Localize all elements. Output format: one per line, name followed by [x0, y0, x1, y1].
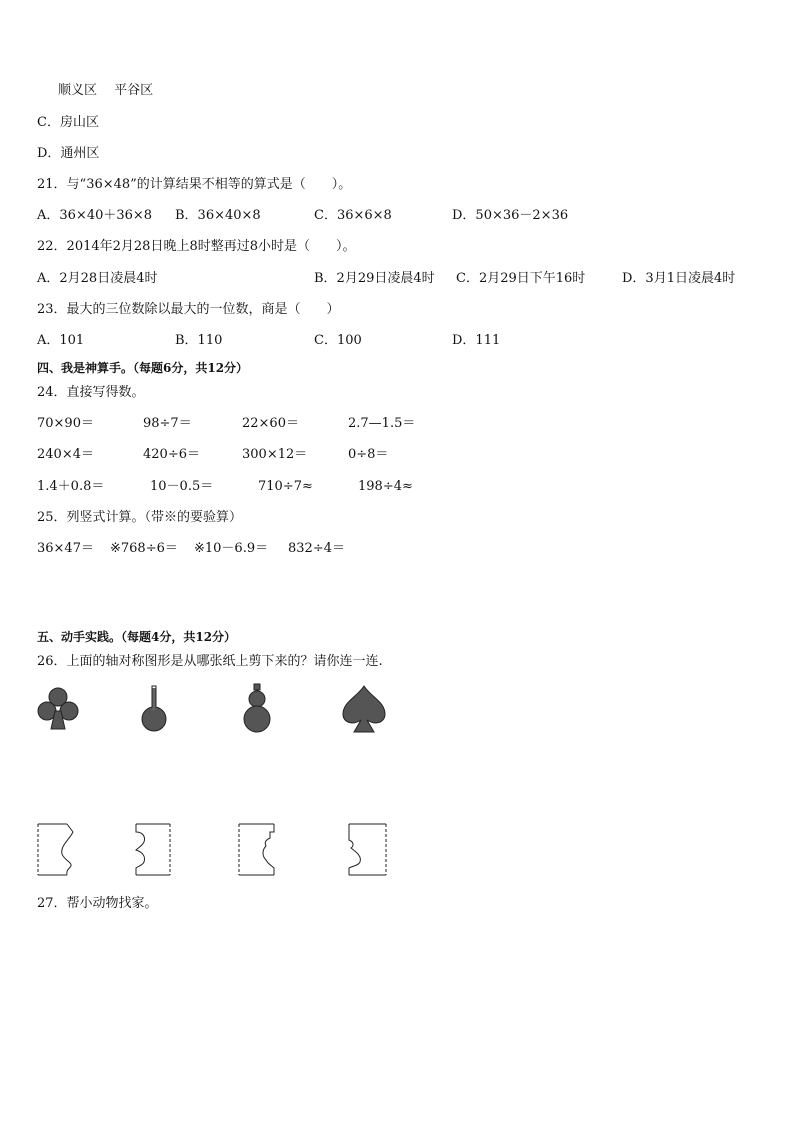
q24-cell: 98÷7＝ — [143, 416, 192, 431]
spade-icon — [340, 684, 388, 736]
club-icon — [35, 685, 81, 735]
q23-option-c: C．100 — [314, 333, 362, 348]
q24-cell: 420÷6＝ — [143, 447, 200, 462]
q24-cell: 2.7—1.5＝ — [348, 416, 416, 431]
q23-option-a: A．101 — [37, 333, 85, 348]
option-b-line: 顺义区 平谷区 — [58, 83, 154, 98]
section5-heading: 五、动手实践。（每题4分，共12分） — [37, 630, 237, 644]
q23-stem: 23．最大的三位数除以最大的一位数，商是（ ） — [37, 302, 340, 317]
q22-stem: 22．2014年2月28日晚上8时整再过8小时是（ ）。 — [37, 239, 356, 254]
q22-option-d: D．3月1日凌晨4时 — [622, 271, 736, 286]
gourd-icon — [240, 683, 274, 735]
q27-stem: 27．帮小动物找家。 — [37, 896, 158, 911]
option-d: D．通州区 — [37, 146, 100, 161]
q21-stem: 21．与“36×48”的计算结果不相等的算式是（ ）。 — [37, 177, 352, 192]
q22-option-b: B．2月29日凌晨4时 — [314, 271, 435, 286]
folded-paper-3 — [236, 822, 278, 878]
q26-stem: 26．上面的轴对称图形是从哪张纸上剪下来的？请你连一连. — [37, 654, 383, 669]
q24-cell: 300×12＝ — [242, 447, 308, 462]
q25-stem: 25．列竖式计算。（带※的要验算） — [37, 510, 243, 525]
q25-item: 832÷4＝ — [288, 541, 345, 556]
q21-option-a: A．36×40＋36×8 — [37, 208, 153, 223]
round-bottle-icon — [138, 685, 170, 735]
q25-item: ※768÷6＝ — [110, 541, 178, 556]
q24-cell: 70×90＝ — [37, 416, 94, 431]
q21-option-d: D．50×36－2×36 — [452, 208, 569, 223]
q22-option-a: A．2月28日凌晨4时 — [37, 271, 158, 286]
q24-stem: 24．直接写得数。 — [37, 385, 145, 400]
q24-cell: 22×60＝ — [242, 416, 299, 431]
q24-cell: 1.4＋0.8＝ — [37, 479, 105, 494]
q21-option-b: B．36×40×8 — [175, 208, 261, 223]
q23-option-b: B．110 — [175, 333, 223, 348]
q24-cell: 198÷4≈ — [358, 479, 413, 494]
q25-item: ※10－6.9＝ — [194, 541, 269, 556]
q24-cell: 240×4＝ — [37, 447, 94, 462]
q24-cell: 710÷7≈ — [258, 479, 313, 494]
folded-paper-4 — [344, 822, 390, 878]
folded-paper-1 — [35, 822, 77, 878]
q23-option-d: D．111 — [452, 333, 501, 348]
option-c: C．房山区 — [37, 115, 99, 130]
q24-cell: 10－0.5＝ — [150, 479, 214, 494]
q22-option-c: C．2月29日下午16时 — [456, 271, 586, 286]
q25-item: 36×47＝ — [37, 541, 94, 556]
q21-option-c: C．36×6×8 — [314, 208, 392, 223]
q24-cell: 0÷8＝ — [348, 447, 389, 462]
folded-paper-2 — [132, 822, 174, 878]
section4-heading: 四、我是神算手。（每题6分，共12分） — [37, 361, 249, 375]
